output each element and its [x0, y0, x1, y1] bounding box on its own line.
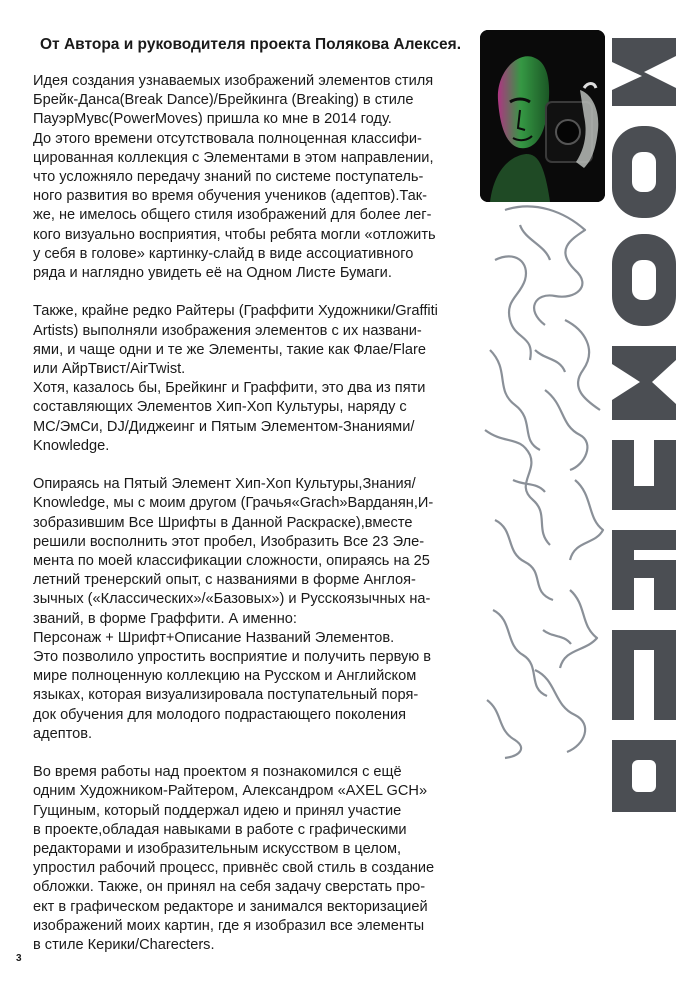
text-line: Knowledge, мы с моим другом (Грачья«Grach»Варданян,И- [33, 495, 434, 512]
author-photo [480, 30, 605, 202]
paragraph-2 [33, 302, 473, 456]
author-photo-illustration [480, 30, 605, 202]
text-line: ного развития во время обучения учеников (адептов).Так- [33, 188, 428, 205]
text-line: Идея создания узнаваемых изображений элементов стиля [33, 73, 434, 89]
text-line: кого визуально восприятия, чтобы ребята могли «отложить [33, 226, 436, 243]
text-line: мире полноценную коллекцию на Русском и Английском [33, 668, 417, 685]
text-line: что усложняло передачу знаний по системе поступатель- [33, 169, 424, 186]
text-line: док обучения для молодого подрастающего поколения [33, 706, 407, 723]
text-line: цированная коллекция с Элементами в этом направлении, [33, 149, 434, 166]
body-text [33, 72, 473, 955]
text-line: обложки. Также, он принял на себя задачу сверстать про- [33, 879, 426, 896]
paragraph-3 [33, 475, 473, 744]
text-line: Это позволило упростить восприятие и получить первую в [33, 649, 432, 666]
block-letters-art [604, 30, 684, 820]
text-line: ект в графическом редакторе и занимался векторизацией [33, 898, 428, 915]
text-line: мента по моей классификации сложности, опираясь на 25 [33, 553, 430, 570]
text-line: изображений моих картин, где я изобразил все элементы [33, 917, 425, 934]
text-line: зычных («Классических»/«Базовых») и Русскоязычных на- [33, 591, 431, 608]
text-line: Также, крайне редко Райтеры (Граффити Художники/Graffiti [33, 303, 438, 320]
text-line: Хотя, казалось бы, Брейкинг и Граффити, это два из пяти [33, 380, 426, 397]
text-line: Брейк-Данса(Break Dance)/Брейкинга (Breaking) в стиле [33, 92, 414, 109]
text-line: же, не имелось общего стиля изображений для более лег- [33, 207, 432, 224]
text-line: Гущиным, который поддержал идею и принял участие [33, 802, 402, 819]
text-line: До этого времени отсутствовала полноценная классифи- [33, 130, 422, 147]
text-line: одним Художником-Райтером, Александром «AXEL GCH» [33, 783, 428, 800]
paragraph-4 [33, 763, 473, 955]
text-line: MC/ЭмСи, DJ/Диджеинг и Пятым Элементом-Знаниями/ [33, 418, 415, 435]
text-line: ряда и наглядно увидеть её на Одном Листе Бумаги. [33, 265, 392, 282]
text-line: Knowledge. [33, 437, 110, 454]
paragraph-1 [33, 72, 473, 283]
page-number: 3 [16, 953, 22, 964]
text-line: ПауэрМувс(PowerMoves) пришла ко мне в 2014 году. [33, 111, 392, 128]
text-line: зобразившим Все Шрифты в Данной Раскраске),вместе [33, 514, 413, 531]
text-line: языках, которая визуализировала поступательный поря- [33, 687, 419, 704]
graffiti-outline-art [475, 200, 615, 760]
text-line: редакторами и изобразительным искусством в целом, [33, 841, 402, 858]
text-line: у себя в голове» картинку-слайд в виде ассоциативного [33, 245, 414, 262]
text-line: Персонаж + Шрифт+Описание Названий Элементов. [33, 629, 395, 646]
text-line: Во время работы над проектом я познакомился с ещё [33, 764, 402, 781]
text-line: Artists) выполняли изображения элементов с их названи- [33, 322, 422, 339]
vertical-block-lettering [604, 30, 684, 820]
text-line: ями, и чаще одни и те же Элементы, такие как Флае/Flare [33, 341, 426, 358]
page-heading: От Автора и руководителя проекта Полякова Алексея. [40, 36, 462, 53]
text-line: упростил рабочий процесс, привнёс свой стиль в создание [33, 860, 435, 877]
text-line: Опираясь на Пятый Элемент Хип-Хоп Культуры,Знания/ [33, 476, 416, 493]
text-line: в проекте,обладая навыками в работе с графическими [33, 821, 407, 838]
text-line: в стиле Керики/Charecters. [33, 937, 215, 954]
text-line: решили восполнить этот пробел, Изобразить Все 23 Эле- [33, 533, 425, 550]
text-line: или АйрТвист/AirTwist. [33, 361, 186, 378]
graffiti-lettering [475, 200, 615, 760]
text-line: летний тренерский опыт, с названиями в форме Англоя- [33, 572, 416, 589]
text-line: составляющих Элементов Хип-Хоп Культуры, наряду с [33, 399, 407, 416]
text-line: адептов. [33, 725, 93, 742]
text-line: званий, в форме Граффити. А именно: [33, 610, 297, 627]
